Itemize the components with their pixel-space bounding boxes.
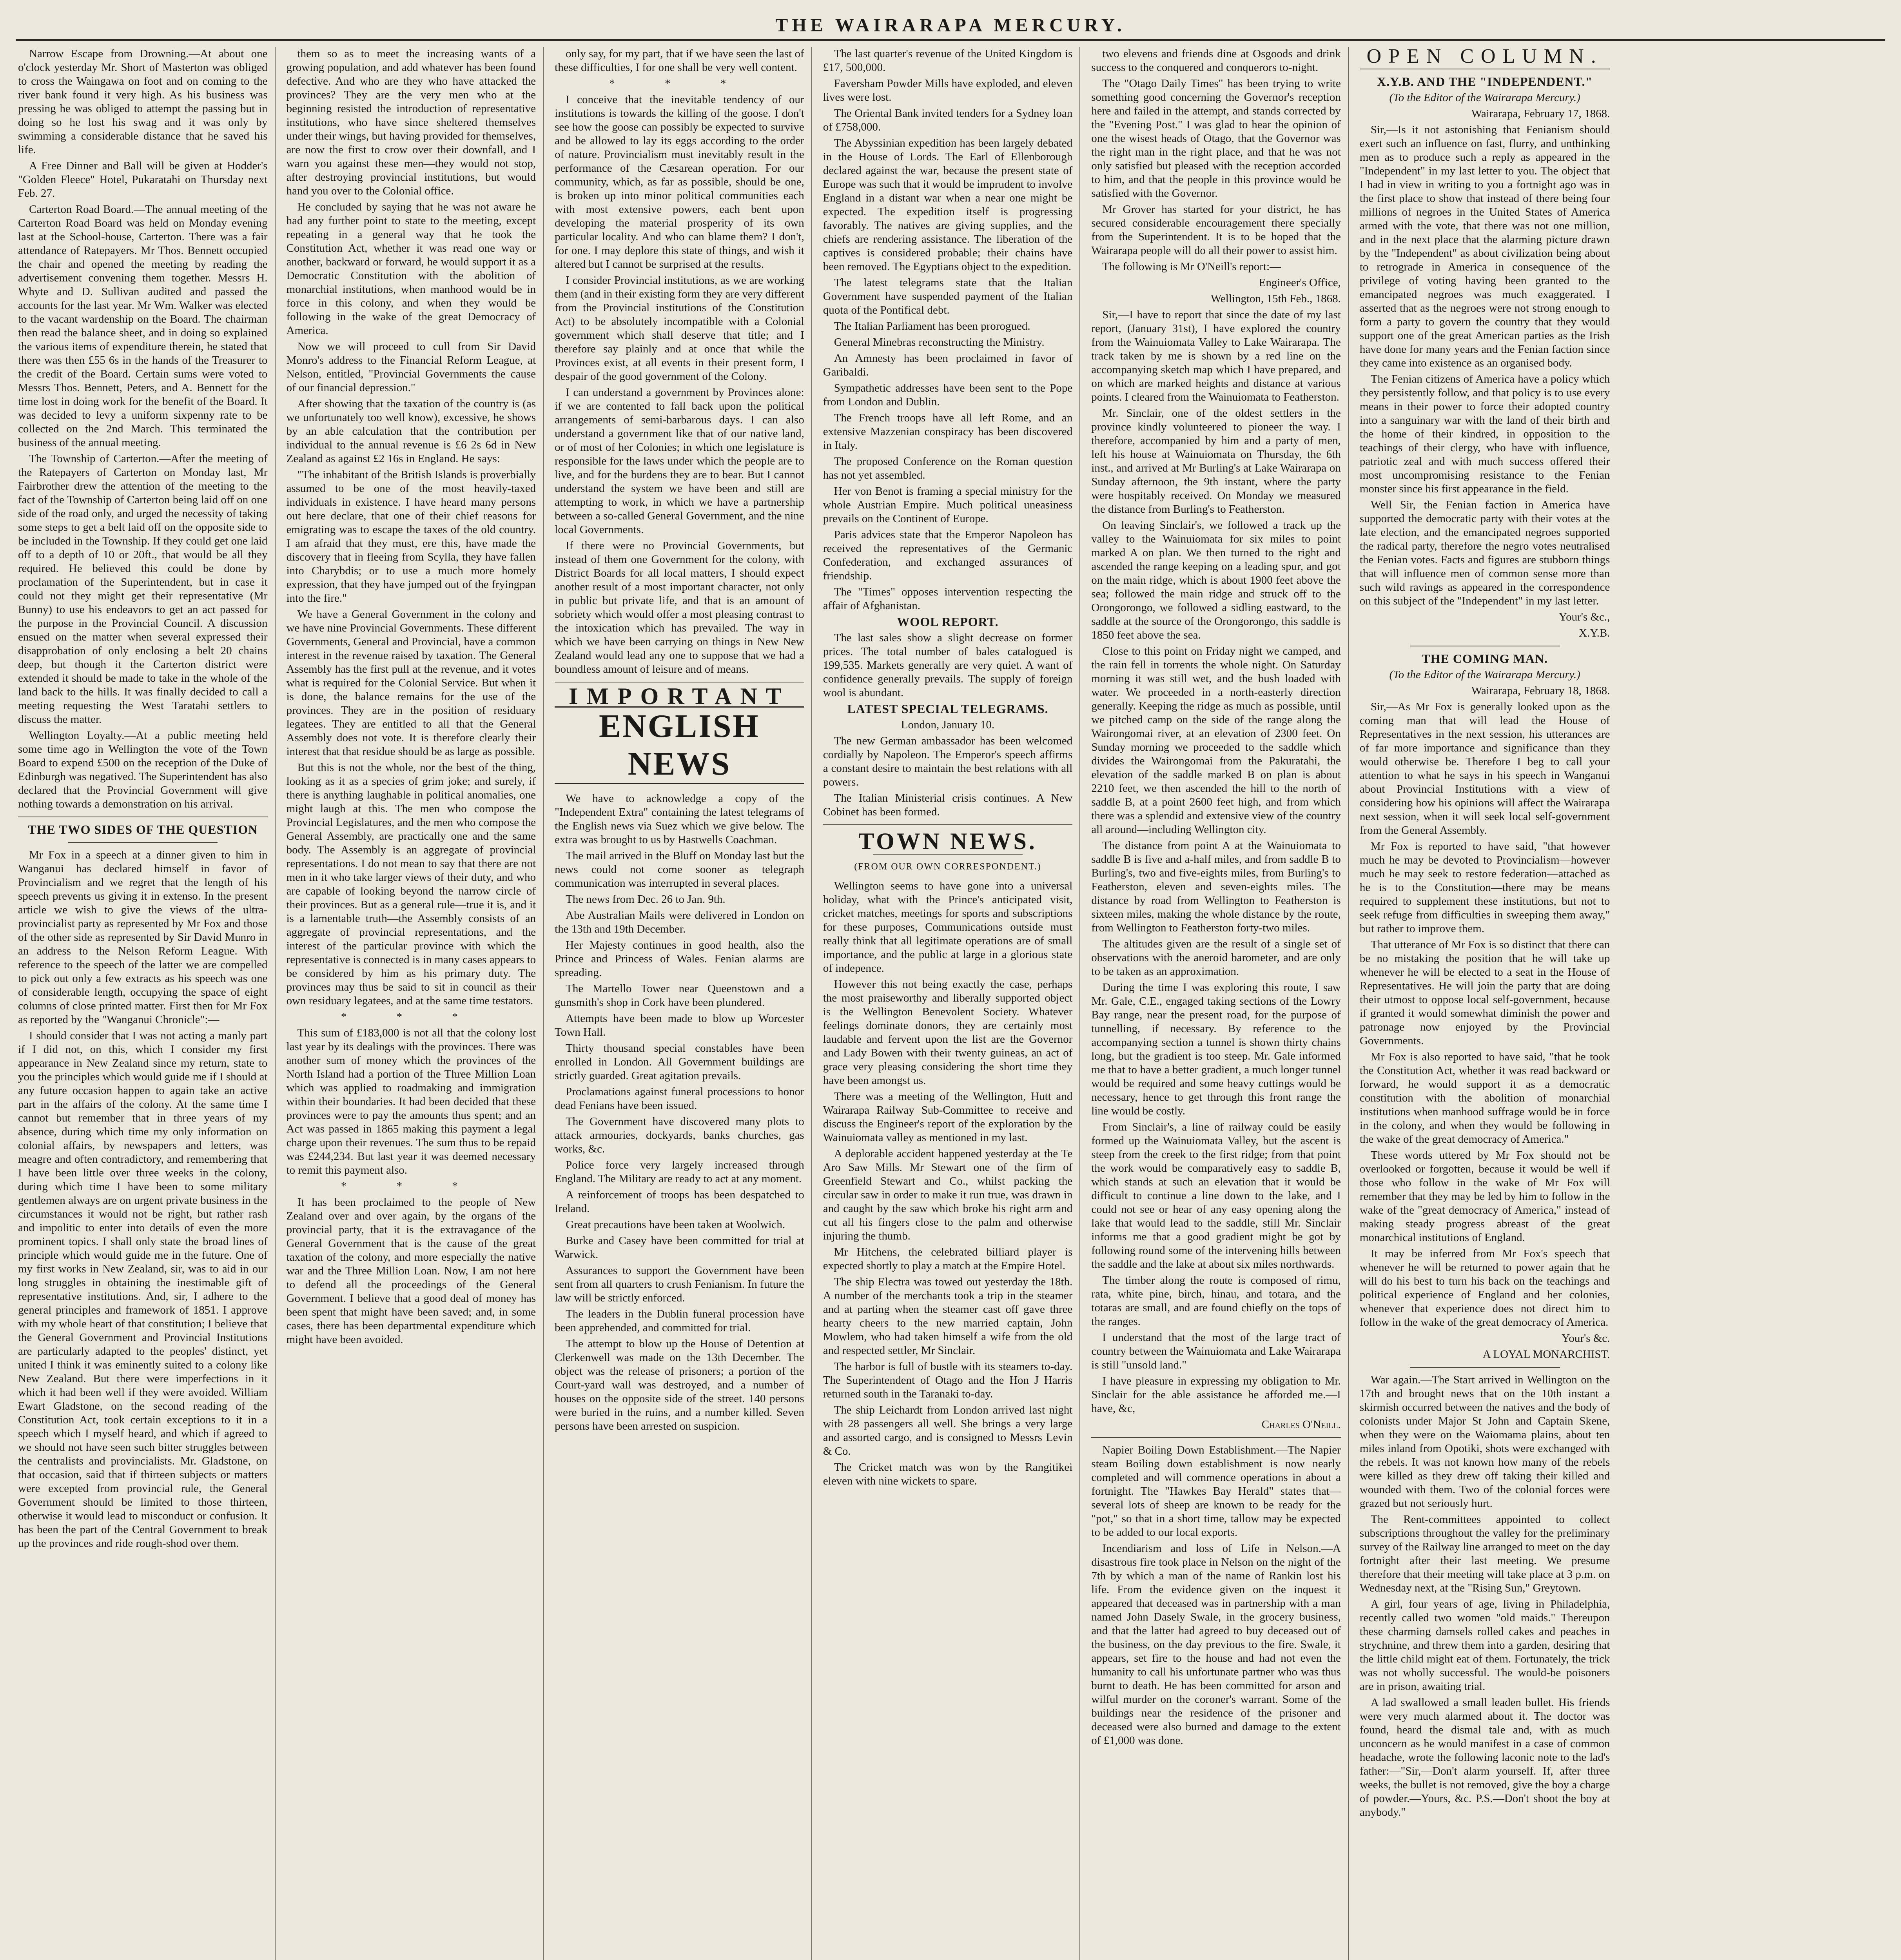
paragraph: Burke and Casey have been committed for trial at Warwick. bbox=[555, 1234, 804, 1261]
letter-signature: X.Y.B. bbox=[1579, 627, 1610, 639]
paragraph: I can understand a government by Provinces alone: if we are contented to fall back upon the political arrangements of semi-barbarous days. I can also understand a government like that of our native land, or of most of her Colonies; in which one legislature is responsible for the laws under which the people are to live, and for the burdens they are to bear. But I cannot understand the system we have been and still are attempting to work, in which we have a partnership between a so-called General Government, and the nine local Governments. bbox=[555, 386, 804, 536]
letter-closing: Your's &c. bbox=[1562, 1332, 1610, 1345]
paragraph: Thirty thousand special constables have been enrolled in London. All Government buildings are strictly guarded. Great agitation prevails. bbox=[555, 1042, 804, 1082]
paragraph: I have pleasure in expressing my obligation to Mr. Sinclair for the able assistance he afforded me.—I have, &c, bbox=[1091, 1375, 1341, 1415]
paragraph: It has been proclaimed to the people of New Zealand over and over again, by the organs of the provincial party, that it is the extravagance of the General Government that is the cause of the great taxation of the colony, and more especially the native war and the Three Million Loan. Now, I am not here to defend all the proceedings of the General Government. I believe that a good deal of money has been spent that might have been saved; and, in some cases, there has been departmental expenditure which might have been avoided. bbox=[286, 1196, 536, 1346]
paragraph: A lad swallowed a small leaden bullet. His friends were very much alarmed about it. The doctor was found, heard the dismal tale and, with as much unconcern as he would manifest in a case of common headache, wrote the following laconic note to the lad's father:—"Sir,—Don't alarm yourself. If, after three weeks, the bullet is not removed, give the boy a charge of powder.—Yours, &c. P.S.—Don't shoot the boy at anybody." bbox=[1359, 1696, 1610, 1818]
paragraph: I understand that the most of the large tract of country between the Wainuiomata and Lake Wairarapa is still "unsold land." bbox=[1091, 1331, 1341, 1371]
paragraph: The distance from point A at the Wainuiomata to saddle B is five and a-half miles, and from saddle B to Burling's, two and five-eights miles, from Burling's to Featherston, eleven and seven-eights miles. The distance by road from Wellington to Featherston is sixteen miles, making the whole distance by the route, from Wellington to Featherston forty-two miles. bbox=[1091, 839, 1341, 934]
paragraph: Wellington Loyalty.—At a public meeting held some time ago in Wellington the vote of the Town Board to expend £500 on the reception of the Duke of Edinburgh was negatived. The Superintendent has also declared that the Provincial Government will give nothing towards a demonstration on his arrival. bbox=[18, 729, 268, 810]
paragraph: From Sinclair's, a line of railway could be easily formed up the Wainuiomata Valley, but the ascent is steep from the creek to the first ridge; from that point the work would be comparatively easy to saddle B, which stands at such an elevation that it would be difficult to continue a line down to the lake, and I could not see or hear of any easy opening along the lake that would lead to the saddle, still Mr. Sinclair informs me that a good gradient might be got by following round some of the intervening hills between the saddle and the lake at about six miles northwards. bbox=[1091, 1121, 1341, 1270]
paragraph: Attempts have been made to blow up Worcester Town Hall. bbox=[555, 1012, 804, 1038]
paragraph: Narrow Escape from Drowning.—At about one o'clock yesterday Mr. Short of Masterton was obliged to cross the Waingawa on foot and on coming to the river bank found it very high. As his business was pressing he was obliged to attempt the passing but in doing so he lost his swag and it was only by swimming a considerable distance that he saved his life. bbox=[18, 47, 268, 156]
paragraph: The Abyssinian expedition has been largely debated in the House of Lords. The Earl of Ellenborough declared against the war, because the present state of Europe was such that it would be imprudent to involve England in a distant war when a near one might be expected. The expedition itself is progressing favorably. The natives are giving supplies, and the chiefs are rendering assistance. The liberation of the captives is considered probable; their chains have been removed. The Egyptians object to the expedition. bbox=[823, 137, 1073, 273]
paragraph: If there were no Provincial Governments, but instead of them one Government for the colony, with District Boards for all local matters, I should expect another result of a most important character, not only in public but private life, and that is an amount of sobriety which would offer a most pleasing contrast to the intoxication which has prevailed. The way in which we have been carrying on things in New New Zealand would lead any one to suppose that we had a boundless amount of leisure and of means. bbox=[555, 539, 804, 675]
paragraph: Police force very largely increased through England. The Military are ready to act at any moment. bbox=[555, 1159, 804, 1185]
paragraph: The last sales show a slight decrease on former prices. The total number of bales catalogued is 199,535. Markets generally are very quiet. A want of confidence generally prevails. The supply of foreign wool is abundant. bbox=[823, 632, 1073, 699]
paragraph: However this not being exactly the case, perhaps the most praiseworthy and liberally supported object is the Wellington Benevolent Society. Whatever feelings dominate donors, they are certainly most laudable and fervent upon the list are the Governor and Lady Bowen with their twenty guineas, an act of grace very pleasing considering the short time they have been amongst us. bbox=[823, 978, 1073, 1087]
paragraph: The harbor is full of bustle with its steamers to-day. The Superintendent of Otago and the Hon J Harris returned south in the Taranaki to-day. bbox=[823, 1360, 1073, 1400]
paragraph: The "Times" opposes intervention respecting the affair of Afghanistan. bbox=[823, 586, 1073, 612]
paragraph: General Minebras reconstructing the Ministry. bbox=[834, 336, 1045, 348]
paragraph: Faversham Powder Mills have exploded, and eleven lives were lost. bbox=[823, 77, 1073, 103]
masthead: THE WAIRARAPA MERCURY. bbox=[16, 12, 1885, 41]
paragraph: The attempt to blow up the House of Detention at Clerkenwell was made on the 13th December. The object was the release of prisoners; a portion of the Court-yard wall was destroyed, and a number of houses on the opposite side of the street. 140 persons were buried in the ruins, and a number killed. Seven persons have been arrested on suspicion. bbox=[555, 1338, 804, 1432]
paragraph: The ship Leichardt from London arrived last night with 28 passengers all well. She brings a very large and assorted cargo, and is consigned to Messrs Levin & Co. bbox=[823, 1404, 1073, 1457]
telegrams-heading: LATEST SPECIAL TELEGRAMS. bbox=[847, 702, 1048, 716]
paragraph: The Italian Parliament has been prorogued. bbox=[834, 320, 1030, 332]
paragraph: Mr. Sinclair, one of the oldest settlers in the province kindly volunteered to pioneer the way. I therefore, accompanied by him and a party of men, left his house at Wainuiomata on Thursday, the 6th inst., and arrived at Mr Burling's at Lake Wairarapa on Sunday afternoon, the 9th instant, where the party were hospitably received. On Monday we measured the distance from Burling's to Featherston. bbox=[1091, 407, 1341, 515]
paragraph: The altitudes given are the result of a single set of observations with the aneroid barometer, and are only to be taken as an approximation. bbox=[1091, 938, 1341, 978]
letter-signature: A LOYAL MONARCHIST. bbox=[1482, 1348, 1610, 1361]
paragraph: Proclamations against funeral processions to honor dead Fenians have been issued. bbox=[555, 1085, 804, 1112]
paragraph: Wellington seems to have gone into a universal holiday, what with the Prince's anticipated visit, cricket matches, meetings for sports and subscriptions for these purposes, Communications outside must really think that all legitimate operations are of small importance, and the public at large in a glorious state of indepence. bbox=[823, 880, 1073, 975]
wool-report-heading: WOOL REPORT. bbox=[897, 615, 999, 629]
paragraph: Her von Benot is framing a special ministry for the whole Austrian Empire. Much political uneasiness prevails on the Continent of Europe. bbox=[823, 485, 1073, 525]
paragraph: But this is not the whole, nor the best of the thing, looking as it as a species of grim joke; and surely, if there is anything laughable in political anomalies, one might laugh at this. The men who compose the Provincial Legislatures, and the men who compose the General Assembly, are practically one and the same body. The Assembly is an aggregate of provincial representations. I do not mean to say that there are not men in it who take larger views of their duty, and who are capable of looking beyond the narrow circle of their provinces. But as a general rule—true it is, and it is a lamentable truth—the Assembly consists of an aggregate of provincial representations, and the interest of the particular province with which the representative is connected is in many cases appears to be considered by him as his primary duty. The provinces may thus be said to sit in council as their own residuary legatees, and at the same time testators. bbox=[286, 761, 536, 1007]
paragraph: Her Majesty continues in good health, also the Prince and Princess of Wales. Fenian alarms are spreading. bbox=[555, 939, 804, 979]
paragraph: Close to this point on Friday night we camped, and the rain fell in torrents the whole night. On Saturday morning it was still wet, and the bush loaded with water. We proceeded in a north-easterly direction generally. Keeping the ridge as much as possible, until we pitched camp on the side of the range along the Wairongomai river, at an elevation of 2300 feet. On Sunday morning we proceeded to the saddle which divides the Wairongomai from the Pakuratahi, the elevation of the saddle marked B on plan is about 2210 feet, we then ascended the hill to the north of saddle B, at a point 2600 feet high, and from which there was a splendid and extensive view of the country all around—including Wellington city. bbox=[1091, 645, 1341, 836]
ornament-stars: * * * bbox=[341, 1180, 481, 1192]
letter-date: Wairarapa, February 18, 1868. bbox=[1471, 684, 1610, 697]
column-6 bbox=[1357, 47, 1617, 1960]
paragraph: I consider Provincial institutions, as we are working them (and in their existing form they are very different from the Provincial institutions of the Constitution Act) to be absolutely incompatible with a Colonial government which shall deserve that title; and I therefore say plainly and at once that while the Provinces exist, at all events in their present form, I despair of the good government of the Colony. bbox=[555, 274, 804, 383]
paragraph: Now we will proceed to cull from Sir David Monro's address to the Financial Reform League, at Nelson, entitled, "Provincial Governments the cause of our financial depression." bbox=[286, 340, 536, 394]
paragraph: The French troops have all left Rome, and an extensive Mazzenian conspiracy has been discovered in Italy. bbox=[823, 412, 1073, 452]
paragraph: These words uttered by Mr Fox should not be overlooked or forgotten, because it would be well if those who follow in the wake of Mr Fox will remember that they may be led by him to follow in the wake of the "great democracy of America," instead of making steady progress abreast of the great monarchical institutions of England. bbox=[1359, 1149, 1610, 1244]
letter-heading: THE COMING MAN. bbox=[1422, 652, 1548, 666]
paragraph: Paris advices state that the Emperor Napoleon has received the representatives of the Germanic Confederation, and exchanged assurances of friendship. bbox=[823, 528, 1073, 582]
paragraph: The leaders in the Dublin funeral procession have been apprehended, and committed for trial. bbox=[555, 1308, 804, 1334]
paragraph: A reinforcement of troops has been despatched to Ireland. bbox=[555, 1189, 804, 1215]
paragraph: The Rent-committees appointed to collect subscriptions throughout the valley for the preliminary survey of the Railway line arranged to meet on the day fortnight after their last meeting. We presume therefore that their meeting will take place at 3 p.m. on Wednesday next, at the "Rising Sun," Greytown. bbox=[1359, 1513, 1610, 1594]
paragraph: A girl, four years of age, living in Philadelphia, recently called two women "old maids." Thereupon these charming damsels rolled cakes and peaches in strychnine, and threw them into a garden, desiring that the little child might eat of them. Fortunately, the trick was not wholly successful. The would-be poisoners are in prison, awaiting trial. bbox=[1359, 1598, 1610, 1693]
paragraph: War again.—The Start arrived in Wellington on the 17th and brought news that on the 10th instant a skirmish occurred between the natives and the body of colonists under Major St John and Captain Skene, when they were on the Waiomama plains, about ten miles inland from Opotiki, shots were exchanged with the rebels. It was not known how many of the rebels were killed as they drew off taking their killed and wounded with them. Two of the colonial forces were grazed but not seriously hurt. bbox=[1359, 1374, 1610, 1510]
paragraph: The following is Mr O'Neill's report:— bbox=[1102, 260, 1281, 273]
paragraph: There was a meeting of the Wellington, Hutt and Wairarapa Railway Sub-Committee to receive and discuss the Engineer's report of the exploration by the Wainuiomata valley as mentioned in my last. bbox=[823, 1090, 1073, 1144]
columns bbox=[16, 47, 1885, 1960]
paragraph: Sympathetic addresses have been sent to the Pope from London and Dublin. bbox=[823, 382, 1073, 408]
paragraph: The Township of Carterton.—After the meeting of the Ratepayers of Carterton on Monday last, Mr Fairbrother drew the attention of the meeting to the fact of the Township of Carterton being laid off on one side of the road only, and urged the necessity of taking some steps to get a belt laid off on the opposite side to be included in the Township. If they could get one laid off to a depth of 10 or 20ft., that would be all they required. He believed this could be done by proclamation of the Superintendent, but in case it could not they might get their representative (Mr Bunny) to use his endeavors to get an act passed for the purpose in the Provincial Council. A discussion ensued on the matter when several expressed their disapprobation of only enclosing a belt 20 chains deep, but though it the Carterton district were extended it should be made to take in the whole of the land back to the hills. It was finally decided to call a meeting requesting the West Taratahi settlers to discuss the matter. bbox=[18, 452, 268, 726]
letter-addressee: (To the Editor of the Wairarapa Mercury.) bbox=[1389, 91, 1580, 104]
paragraph: The "Otago Daily Times" has been trying to write something good concerning the Governor's reception here and failed in the attempt, and stands corrected by the "Evening Post." I was glad to hear the opinion of one the wisest heads of Otago, that the Governor was the right man in the right place, and that he was not only satisfied but pleased with the reception accorded to him, and that the people in this province would be satisfied with the Governor. bbox=[1091, 77, 1341, 200]
paragraph: Mr Fox is reported to have said, "that however much he may be devoted to Provincialism—however much he may seek to restore federation—attached as he is to the Constitution—there may be means required to supplement these institutions, but not to seek refuge from difficulties in sweeping them away," but rather to improve them. bbox=[1359, 840, 1610, 935]
town-news-heading: TOWN NEWS. bbox=[858, 828, 1037, 854]
paragraph: "The inhabitant of the British Islands is proverbially assumed to be one of the most heavily-taxed individuals in existence. I have heard many persons out here declare, that one of their chief reasons for emigrating was to escape the taxes of the old country. I am afraid that they must, ere this, have made the discovery that in fleeing from Scylla, they have fallen into Charybdis; or to use a much more homely expression, that they have jumped out of the fryingpan into the fire." bbox=[286, 468, 536, 604]
paragraph: The news from Dec. 26 to Jan. 9th. bbox=[566, 893, 726, 906]
letter-address: Engineer's Office, bbox=[1259, 276, 1341, 289]
paragraph: Sir,—I have to report that since the date of my last report, (January 31st), I have explored the country from the Wainuiomata Valley to Lake Wairarapa. The track taken by me is shown by a red line on the accompanying sketch map which I have prepared, and on which are marked heights and distance at various points. I cleared from the Wainuiomata to Featherston. bbox=[1091, 309, 1341, 403]
column-1 bbox=[16, 47, 276, 1960]
paragraph: The Cricket match was won by the Rangitikei eleven with nine wickets to spare. bbox=[823, 1461, 1073, 1487]
paragraph: only say, for my part, that if we have seen the last of these difficulties, I for one shall be very well content. bbox=[555, 47, 804, 74]
column-3 bbox=[552, 47, 812, 1960]
column-2 bbox=[284, 47, 544, 1960]
paragraph: Abe Australian Mails were delivered in London on the 13th and 19th December. bbox=[555, 909, 804, 935]
paragraph: I should consider that I was not acting a manly part if I did not, on this, which I consider my first appearance in New Zealand since my return, state to you the principles which would guide me if I should at any future occasion happen to again take an active part in the affairs of the colony. At the same time I cannot but remember that in three years of my absence, during which time my only information on colonial affairs, by newspapers and letters, was meagre and often contradictory, and remembering that I have been little over three weeks in the colony, during which time I have been to some military gentlemen always are on urgent private business in the circumstances it would not be right, but rather rash and impolitic to enter into details of even the more prominent topics. I shall only state the broad lines of principle which would guide me in the future. One of my first works in New Zealand, sir, was to aid in our long struggles in obtaining the inestimable gift of representative institutions. And, sir, I adhere to the general principles and framework of 1851. I approve with my whole heart of that constitution; I believe that the General Government and Provincial Institutions are particularly adapted to the peoples' distinct, yet united I think it was eminently suited to a colony like New Zealand. But there were imperfections in it which it had been well if they were avoided. William Ewart Gladstone, on the second reading of the Constitution Act, took certain exceptions to it in a speech which I myself heard, and which if agreed to we should not have seen such bitter struggles between the centralists and provincialists. Mr. Gladstone, on that occasion, said that if thirteen subjects or matters were excepted from provincial rule, the General Government should be limited to those thirteen, otherwise it would lead to misconduct or confusion. It has been the part of the Central Government to break up the provinces and ride rough-shod over them. bbox=[18, 1029, 268, 1550]
paragraph: After showing that the taxation of the country is (as we unfortunately too well know), excessive, he shows by an able calculation that the contribution per individual to the annual revenue is £6 2s 6d in New Zealand as against £2 16s in England. He says: bbox=[286, 397, 536, 465]
divider bbox=[1091, 1437, 1341, 1438]
paragraph: two elevens and friends dine at Osgoods and drink success to the conquered and conquerors to-night. bbox=[1091, 47, 1341, 74]
paragraph: Incendiarism and loss of Life in Nelson.—A disastrous fire took place in Nelson on the night of the 7th by which a man of the name of Rankin lost his life. From the evidence given on the inquest it appeared that deceased was in partnership with a man named John Dasely Swale, in the grocery business, and that the latter had agreed to buy deceased out of the business, on the day previous to the fire. Swale, it appears, set fire to the house and had not even the humanity to call his unfortunate partner who was thus burnt to death. He has been committed for arson and wilful murder on the coroner's warrant. Some of the buildings near the residence of the prisoner and deceased were also burned and damage to the extent of £1,000 was done. bbox=[1091, 1542, 1341, 1747]
letter-closing: Your's &c., bbox=[1559, 611, 1610, 623]
paragraph: A Free Dinner and Ball will be given at Hodder's "Golden Fleece" Hotel, Pukaratahi on Thursday next Feb. 27. bbox=[18, 160, 268, 200]
heading-line-1: IMPORTANT bbox=[569, 683, 790, 709]
paragraph: The last quarter's revenue of the United Kingdom is £17, 500,000. bbox=[823, 47, 1073, 74]
ornament-stars: * * * bbox=[609, 77, 750, 90]
divider bbox=[1410, 1367, 1560, 1368]
paragraph: Mr Hitchens, the celebrated billiard player is expected shortly to play a match at the Empire Hotel. bbox=[823, 1246, 1073, 1272]
paragraph: That utterance of Mr Fox is so distinct that there can be no mistaking the position that he will take up whenever he will be elected to a seat in the House of Representatives. He will join the party that are doing their utmost to oppose local self-government, because if granted it would somewhat diminish the power and patronage now enjoyed by the Provincial Governments. bbox=[1359, 938, 1610, 1047]
paragraph: The ship Electra was towed out yesterday the 18th. A number of the merchants took a trip in the steamer and at parting when the steamer cast off gave three hearty cheers to the new married captain, John Mowlem, who had taken himself a wife from the old and respected settler, Mr Sinclair. bbox=[823, 1276, 1073, 1357]
paragraph: Napier Boiling Down Establishment.—The Napier steam Boiling down establishment is now nearly completed and will commence operations in about a fortnight. The "Hawkes Bay Herald" states that—several lots of sheep are known to be ready for the "pot," so that in a short time, tallow may be expected to be added to our local exports. bbox=[1091, 1444, 1341, 1539]
paragraph: He concluded by saying that he was not aware he had any further point to state to the meeting, except repeating in a general way that he took the Constitution Act, whether it was read one way or another, backward or forward, he would support it as a Democratic Constitution with the abolition of monarchial institutions, when manhood would be in force in this colony, and when they would be following in the wake of the great Democracy of America. bbox=[286, 201, 536, 337]
paragraph: The Government have discovered many plots to attack armouries, dockyards, banks churches, gas works, &c. bbox=[555, 1115, 804, 1155]
paragraph: A deplorable accident happened yesterday at the Te Aro Saw Mills. Mr Stewart one of the firm of Greenfield Stewart and Co., whilst packing the circular saw in order to make it run true, was drawn in and caught by the saw which broke his right arm and cut all his fingers close to the palm and otherwise injuring the thumb. bbox=[823, 1147, 1073, 1242]
paragraph: An Amnesty has been proclaimed in favor of Garibaldi. bbox=[823, 352, 1073, 378]
paragraph: Assurances to support the Government have been sent from all quarters to crush Fenianism. In future the law will be strictly enforced. bbox=[555, 1264, 804, 1304]
paragraph: This sum of £183,000 is not all that the colony lost last year by its dealings with the provinces. There was another sum of money which the provinces of the North Island had a portion of the Three Million Loan which was applied to roadmaking and immigration within their boundaries. It had been decided that these provinces were to pay the amounts thus spent; and an Act was passed in 1865 making this payment a legal charge upon their revenues. The sum thus to be repaid was £244,234. But last year it was deemed necessary to remit this payment also. bbox=[286, 1027, 536, 1176]
paragraph: The mail arrived in the Bluff on Monday last but the news could not come sooner as telegraph communication was interrupted in several places. bbox=[555, 849, 804, 889]
paragraph: The Oriental Bank invited tenders for a Sydney loan of £758,000. bbox=[823, 107, 1073, 133]
english-news-heading bbox=[555, 683, 804, 784]
article-heading: THE TWO SIDES OF THE QUESTION bbox=[28, 822, 258, 837]
letter-addressee: (To the Editor of the Wairarapa Mercury.) bbox=[1389, 668, 1580, 681]
paragraph: The Martello Tower near Queenstown and a gunsmith's shop in Cork have been plundered. bbox=[555, 982, 804, 1009]
ornament-stars: * * * bbox=[341, 1011, 481, 1023]
paragraph: Sir,—As Mr Fox is generally looked upon as the coming man that will lead the House of Representatives in the next session, his utterances are of far more importance and significance than they would otherwise be. Therefore I beg to call your attention to what he says in his speech in Wanganui about Provincial Institutions with a view of considering how his opinions will affect the Wairarapa next session, when it will seek local self-government from the General Assembly. bbox=[1359, 701, 1610, 837]
paragraph: Mr Grover has started for your district, he has secured considerable encouragement there specially from the Superintendent. It is to be hoped that the Wairarapa people will do all their power to assist him. bbox=[1091, 203, 1341, 257]
paragraph: The proposed Conference on the Roman question has not yet assembled. bbox=[823, 455, 1073, 481]
divider bbox=[823, 824, 1073, 825]
paragraph: The Italian Ministerial crisis continues. A New Cobinet has been formed. bbox=[823, 792, 1073, 818]
paragraph: Mr Fox in a speech at a dinner given to him in Wanganui has declared himself in favor of Provincialism and we regret that the length of his speech prevents us giving it in extenso. In the present article we wish to give the views of the ultra-provincialist party as represented by Mr Fox and those of the other side as represented by Sir David Munro in an address to the Nelson Reform League. With reference to the speech of the latter we are compelled to pick out only a few extracts as his speech was one of considerable length, occupying the space of eight columns of close printed matter. First then for Mr Fox as reported by the "Wanganui Chronicle":— bbox=[18, 849, 268, 1026]
correspondent-line: (FROM OUR OWN CORRESPONDENT.) bbox=[854, 862, 1041, 872]
heading-line-2: ENGLISH NEWS bbox=[555, 706, 804, 784]
paragraph: Mr Fox is also reported to have said, "that he took the Constitution Act, whether it was read backward or forward, he would support it as a democratic constitution with the abolition of monarchial institutions when manhood suffrage would be in force in the colony, and when they would be following in the wake of the great democracy of America." bbox=[1359, 1051, 1610, 1145]
letter-signature: Charles O'Neill. bbox=[1261, 1418, 1341, 1431]
column-5 bbox=[1089, 47, 1349, 1960]
paragraph: We have a General Government in the colony and we have nine Provincial Governments. These different Governments, General and Provincial, have a common interest in the revenue raised by taxation. The General Assembly has the first pull at the revenue, and it votes what is required for the Colonial Service. But when it is done, the balance remains for the use of the provinces. They are in the position of residuary legatees. They are entitled to all that the General Assembly does not vote. It is therefore clearly their interest that that residue should be as large as possible. bbox=[286, 608, 536, 758]
divider bbox=[68, 842, 218, 843]
paragraph: Carterton Road Board.—The annual meeting of the Carterton Road Board was held on Monday evening last at the School-house, Carterton. There was a fair attendance of Ratepayers. Mr Thos. Bennett occupied the chair and opened the meeting by reading the advertisement convening them together. Messrs H. Whyte and D. Sullivan audited and passed the accounts for the last year. Mr Wm. Walker was elected to the vacant wardenship on the Board. The chairman then read the balance sheet, and in doing so explained the various items of expenditure therein, he stated that there was then £55 6s in the hands of the Treasurer to the credit of the Board. Certain sums were voted to Messrs Thos. Bennett, Peters, and A. Bennett for the time lost in doing work for the benefit of the Board. It was decided to levy a uniform sixpenny rate to be collected on the 2nd March. This terminated the business of the annual meeting. bbox=[18, 203, 268, 449]
paragraph: It may be inferred from Mr Fox's speech that whenever he will be returned to power again that he will do his best to turn his back on the teachings and political experience of England and her colonies, whenever that experience does not direct him to follow in the wake of the great democracy of America. bbox=[1359, 1247, 1610, 1328]
paragraph: During the time I was exploring this route, I saw Mr. Gale, C.E., engaged taking sections of the Lowry Bay range, near the present road, for the purpose of tunnelling, if necessary. By reference to the accompanying section a tunnel is shown thirty chains long, but the gradient is too steep. Mr. Gale informed me that to have a better gradient, a much longer tunnel would be required and some heavy cuttings would be necessary, hence to get through this front range the line would be costly. bbox=[1091, 981, 1341, 1117]
open-column-heading: OPEN COLUMN. bbox=[1366, 47, 1603, 67]
letter-date: Wellington, 15th Feb., 1868. bbox=[1210, 292, 1341, 305]
column-4 bbox=[821, 47, 1081, 1960]
letter-date: Wairarapa, February 17, 1868. bbox=[1471, 107, 1610, 120]
paragraph: I conceive that the inevitable tendency of our institutions is towards the killing of the goose. I don't see how the goose can possibly be expected to survive and be allowed to lay its eggs according to the order of nature. Provincialism must inevitably result in the performance of the Cæsarean operation. For our community, which, as far as possible, should be one, is broken up into minor political communities each with most extensive powers, each bent upon developing the material prosperity of its own particular locality. And who can blame them? I don't, for one. I may deplore this state of things, and wish it altered but I cannot be surprised at the results. bbox=[555, 93, 804, 270]
telegram-dateline: London, January 10. bbox=[901, 719, 995, 731]
paragraph: Great precautions have been taken at Woolwich. bbox=[566, 1218, 785, 1231]
paragraph: The latest telegrams state that the Italian Government have suspended payment of the Italian quota of the Pontifical debt. bbox=[823, 276, 1073, 316]
paragraph: The new German ambassador has been welcomed cordially by Napoleon. The Emperor's speech affirms a constant desire to maintain the best relations with all powers. bbox=[823, 735, 1073, 788]
paragraph: Sir,—Is it not astonishing that Fenianism should exert such an influence on fast, flurry, and unthinking men as to produce such a reply as appeared in the "Independent" in my last letter to you. The object that I had in view in writing to you a fortnight ago was in the first place to show that instead of there being four millions of negroes in the United States of America armed with the vote, that there was not one million, and in the next place that the alarming picture drawn by the "Independent" as about civilization being about to retrograde in America in consequence of the privilege of voting having been granted to the emancipated negroes was much exaggerated. I asserted that as the negroes were not strong enough to form a party to govern the country that they would support one of the great American parties as the Irish have done for many years and the Fenian faction since they came into existence as an organised body. bbox=[1359, 123, 1610, 369]
paragraph: them so as to meet the increasing wants of a growing population, and add whatever has been found defective. And who are they who have attacked the provinces? They are the very men who at the beginning resisted the introduction of representative institutions, who have since sheltered themselves under their wings, but having provided for themselves, are now the first to crow over their downfall, and I warn you against these men—they would not stop, after destroying provincial institutions, but would hand you over to the Colonial office. bbox=[286, 47, 536, 197]
paragraph: On leaving Sinclair's, we followed a track up the valley to the Wainuiomata for six miles to point marked A on plan. We then turned to the right and ascended the range keeping on a leading spur, and got on the main ridge, which is about 1900 feet above the sea; followed the main ridge and struck off to the Orongorongo, we followed a sidling eastward, to the saddle at the source of the Orongorongo, this saddle is 1850 feet above the sea. bbox=[1091, 519, 1341, 641]
letter-heading: X.Y.B. AND THE "INDEPENDENT." bbox=[1377, 74, 1593, 89]
paragraph: The Fenian citizens of America have a policy which they persistently follow, and that policy is to use every means in their power to force their adopted country into a sanguinary war with the land of their birth and the home of their kindred, in opposition to the teachings of their clergy, who have with influence, patriotic zeal and with much success offered their most uncompromising resistance to the Fenian monster since his first appearance in the field. bbox=[1359, 373, 1610, 495]
paragraph: Well Sir, the Fenian faction in America have supported the democratic party with their votes at the late election, and the emancipated negroes supported the radical party, therefore the negro votes neutralised the Fenian votes. Facts and figures are stubborn things that will influence men of common sense more than such wild ravings as appeared in the correspondence on this subject of the "Independent" in my last letter. bbox=[1359, 499, 1610, 607]
paragraph: We have to acknowledge a copy of the "Independent Extra" containing the latest telegrams of the English news via Suez which we give below. The extra was brought to us by Hastwells Coachman. bbox=[555, 792, 804, 846]
paragraph: The timber along the route is composed of rimu, rata, white pine, birch, hinau, and totara, and the totaras are small, and are found chiefly on the tops of the ranges. bbox=[1091, 1274, 1341, 1328]
